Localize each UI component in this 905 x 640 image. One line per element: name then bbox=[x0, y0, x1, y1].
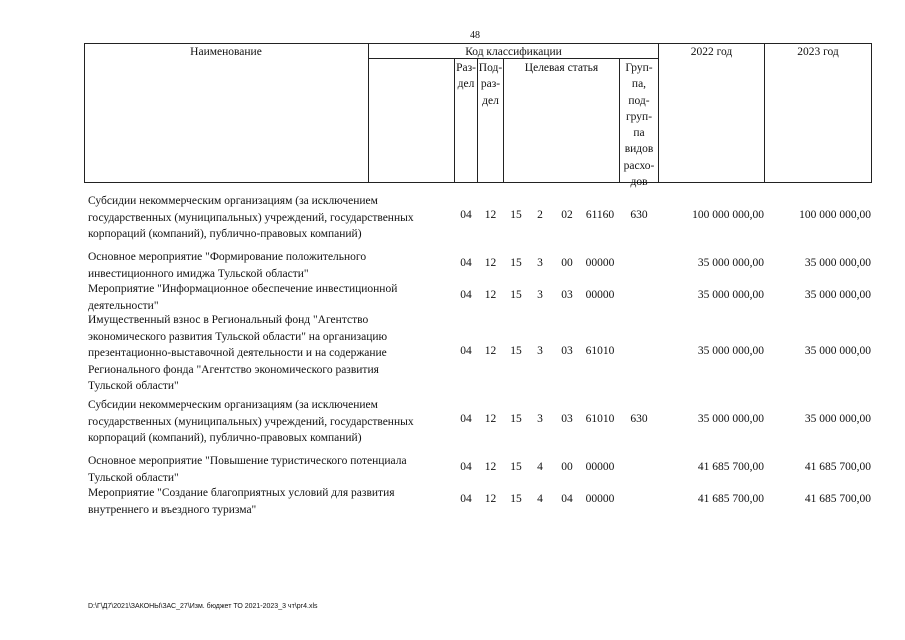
row-name-line: презентационно-выставочной деятельности и на содержание bbox=[88, 347, 387, 359]
cell-target-subprogram: 3 bbox=[537, 257, 543, 269]
col-divider bbox=[658, 43, 659, 183]
cell-subsection: 12 bbox=[484, 461, 497, 473]
row-name-line: инвестиционного имиджа Тульской области" bbox=[88, 267, 309, 280]
cell-amount-2023: 35 000 000,00 bbox=[804, 289, 871, 301]
header-group-line: груп- bbox=[625, 110, 653, 123]
cell-amount-2022: 41 685 700,00 bbox=[697, 493, 764, 505]
row-name-line: Основное мероприятие "Формирование положительного bbox=[88, 251, 367, 263]
header-subsection-line: Под- bbox=[478, 62, 503, 74]
header-left-border bbox=[84, 43, 85, 183]
cell-target-subprogram: 3 bbox=[537, 413, 543, 425]
header-group-line: па bbox=[633, 127, 645, 140]
cell-target-event: 03 bbox=[561, 345, 573, 357]
header-subsection bbox=[478, 60, 503, 109]
cell-amount-2023: 35 000 000,00 bbox=[804, 345, 871, 357]
cell-target-program: 15 bbox=[510, 461, 522, 473]
cell-target-direction: 00000 bbox=[585, 289, 615, 301]
page-number: 48 bbox=[470, 30, 480, 41]
cell-amount-2023: 35 000 000,00 bbox=[804, 257, 871, 269]
cell-target-direction: 00000 bbox=[585, 257, 615, 269]
header-group-line: видов bbox=[624, 143, 654, 156]
header-subsection-line: раз- bbox=[480, 78, 501, 91]
row-name-line: внутреннего и въездного туризма" bbox=[88, 503, 257, 516]
file-path-footer: D:\Г\Д7\2021\ЗАКОНЫ\ЗАС_27\Изм. бюджет ТО 2021-2023_3 чт\рг4.xls bbox=[88, 603, 318, 610]
cell-target-program: 15 bbox=[510, 413, 522, 425]
cell-target-direction: 61010 bbox=[585, 345, 615, 357]
header-group-line: Груп- bbox=[625, 62, 653, 74]
row-name bbox=[88, 249, 444, 282]
cell-subsection: 12 bbox=[484, 289, 497, 301]
cell-section: 04 bbox=[460, 209, 472, 221]
header-target-article: Целевая статья bbox=[524, 62, 599, 74]
row-name-line: Субсидии некоммерческим организациям (за исключением bbox=[88, 195, 378, 207]
row-name-line: корпораций (компаний), публично-правовых компаний) bbox=[88, 228, 362, 240]
cell-target-event: 03 bbox=[561, 413, 573, 425]
row-name-line: государственных (муниципальных) учреждений, государственных bbox=[88, 415, 414, 428]
cell-amount-2022: 41 685 700,00 bbox=[697, 461, 764, 473]
cell-target-event: 02 bbox=[561, 209, 573, 221]
cell-section: 04 bbox=[460, 461, 472, 473]
header-group bbox=[620, 60, 658, 190]
header-section-line: дел bbox=[457, 78, 475, 91]
cell-amount-2023: 41 685 700,00 bbox=[804, 493, 871, 505]
header-classification: Код классификации bbox=[465, 46, 562, 58]
cell-target-subprogram: 3 bbox=[537, 345, 543, 357]
cell-section: 04 bbox=[460, 493, 472, 505]
cell-amount-2023: 41 685 700,00 bbox=[804, 461, 871, 473]
cell-subsection: 12 bbox=[484, 413, 497, 425]
cell-target-program: 15 bbox=[510, 493, 522, 505]
row-name bbox=[88, 453, 444, 486]
cell-expense-type: 630 bbox=[630, 413, 648, 425]
header-name: Наименование bbox=[190, 46, 262, 58]
header-year-2022: 2022 год bbox=[690, 46, 733, 58]
row-name bbox=[88, 312, 444, 395]
header-year-2023: 2023 год bbox=[797, 46, 839, 58]
col-divider bbox=[503, 58, 504, 183]
row-name-line: деятельности" bbox=[88, 299, 159, 312]
row-name-line: Тульской области" bbox=[88, 380, 179, 392]
cell-amount-2023: 100 000 000,00 bbox=[799, 209, 871, 221]
header-section bbox=[455, 60, 477, 93]
row-name-line: корпораций (компаний), публично-правовых компаний) bbox=[88, 432, 362, 444]
cell-target-subprogram: 2 bbox=[537, 209, 543, 221]
header-group-line: дов bbox=[630, 176, 648, 189]
header-group-line: под- bbox=[628, 94, 650, 107]
row-name-line: Имущественный взнос в Региональный фонд "Агентство bbox=[88, 314, 369, 326]
row-name-line: Субсидии некоммерческим организациям (за исключением bbox=[88, 399, 378, 411]
cell-target-event: 00 bbox=[561, 461, 573, 473]
cell-amount-2022: 35 000 000,00 bbox=[697, 413, 764, 425]
cell-amount-2022: 35 000 000,00 bbox=[697, 345, 764, 357]
row-name bbox=[88, 193, 444, 243]
cell-amount-2023: 35 000 000,00 bbox=[804, 413, 871, 425]
header-group-line: расхо- bbox=[623, 159, 655, 172]
header-section-line: Раз- bbox=[456, 62, 476, 74]
cell-target-event: 00 bbox=[561, 257, 573, 269]
cell-target-program: 15 bbox=[510, 289, 522, 301]
row-name bbox=[88, 485, 444, 518]
row-name-line: Мероприятие "Информационное обеспечение инвестиционной bbox=[88, 283, 398, 295]
cell-target-subprogram: 3 bbox=[537, 289, 543, 301]
cell-subsection: 12 bbox=[484, 257, 497, 269]
row-name-line: Мероприятие "Создание благоприятных условий для развития bbox=[88, 487, 395, 499]
row-name-line: Тульской области" bbox=[88, 471, 179, 484]
row-name bbox=[88, 281, 444, 314]
cell-expense-type: 630 bbox=[630, 209, 648, 221]
cell-target-subprogram: 4 bbox=[537, 493, 543, 505]
cell-section: 04 bbox=[460, 413, 472, 425]
cell-amount-2022: 35 000 000,00 bbox=[697, 289, 764, 301]
cell-target-program: 15 bbox=[510, 345, 522, 357]
cell-target-direction: 61160 bbox=[585, 209, 615, 221]
cell-subsection: 12 bbox=[484, 209, 497, 221]
col-divider bbox=[368, 43, 369, 183]
cell-target-program: 15 bbox=[510, 209, 522, 221]
cell-amount-2022: 35 000 000,00 bbox=[697, 257, 764, 269]
header-right-border bbox=[871, 43, 872, 183]
header-group-line: па, bbox=[631, 78, 647, 91]
cell-amount-2022: 100 000 000,00 bbox=[692, 209, 764, 221]
row-name bbox=[88, 397, 444, 447]
cell-target-subprogram: 4 bbox=[537, 461, 543, 473]
col-divider bbox=[764, 43, 765, 183]
cell-target-direction: 00000 bbox=[585, 461, 615, 473]
header-bottom-border bbox=[84, 182, 872, 183]
cell-target-direction: 00000 bbox=[585, 493, 615, 505]
row-name-line: Регионального фонда "Агентство экономического развития bbox=[88, 363, 379, 376]
cell-section: 04 bbox=[460, 345, 472, 357]
cell-target-direction: 61010 bbox=[585, 413, 615, 425]
row-name-line: экономического развития Тульской области" на организацию bbox=[88, 330, 388, 343]
cell-target-event: 03 bbox=[561, 289, 573, 301]
cell-target-event: 04 bbox=[561, 493, 573, 505]
table-header bbox=[84, 43, 872, 189]
cell-section: 04 bbox=[460, 289, 472, 301]
cell-section: 04 bbox=[460, 257, 472, 269]
row-name-line: Основное мероприятие "Повышение туристического потенциала bbox=[88, 455, 407, 467]
row-name-line: государственных (муниципальных) учреждений, государственных bbox=[88, 211, 414, 224]
cell-subsection: 12 bbox=[484, 493, 497, 505]
cell-subsection: 12 bbox=[484, 345, 497, 357]
cell-target-program: 15 bbox=[510, 257, 522, 269]
header-subsection-line: дел bbox=[482, 94, 499, 107]
